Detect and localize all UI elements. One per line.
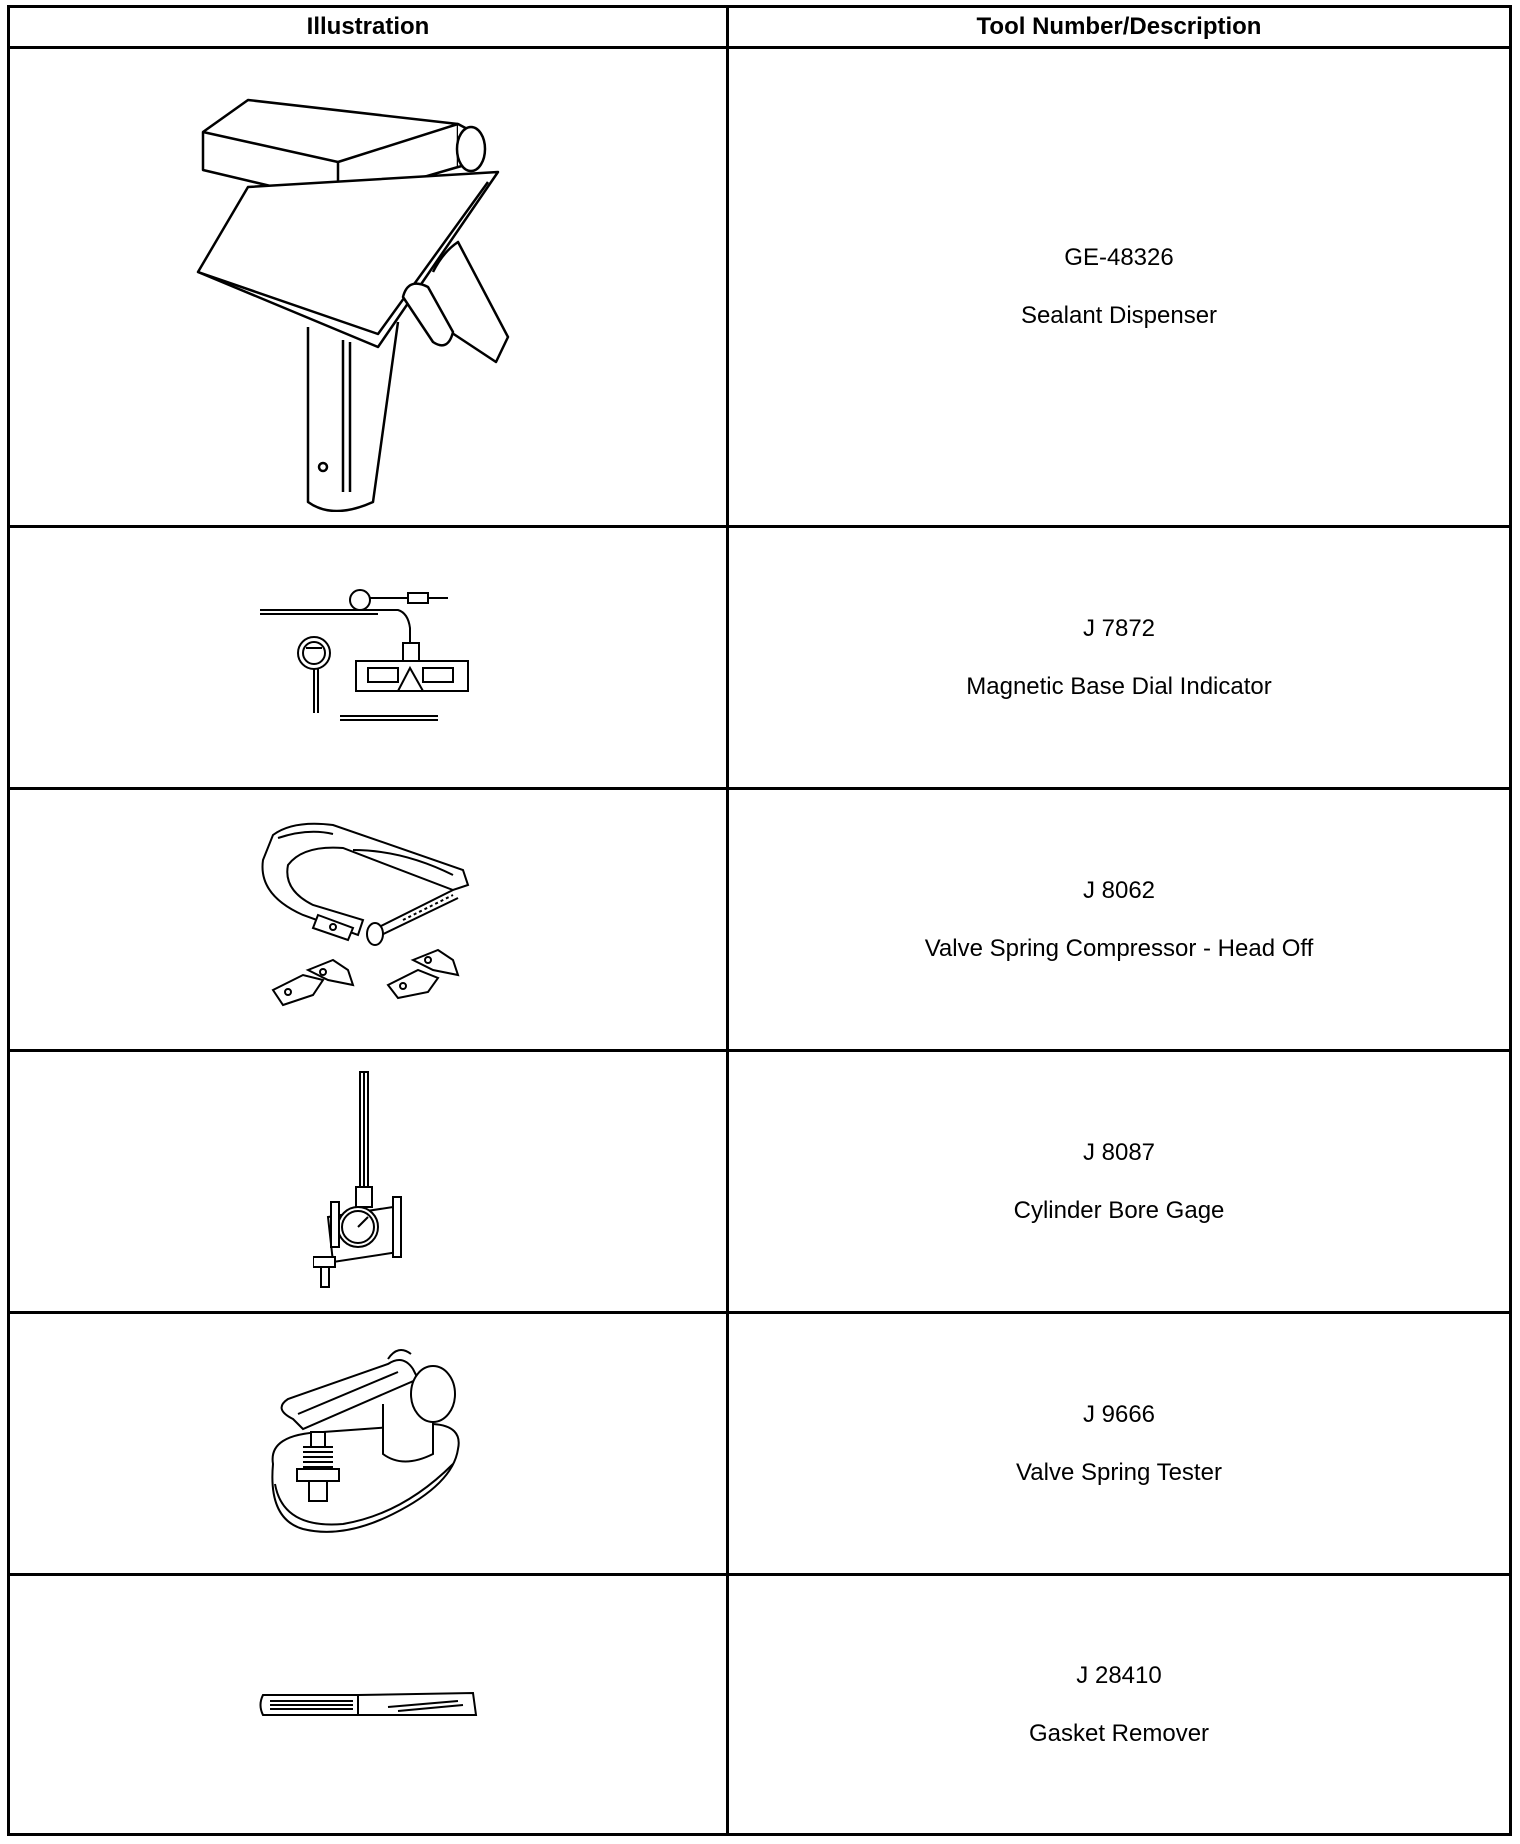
table-row [9,1313,1511,1575]
description-cell [728,1575,1511,1835]
tool-number: J 9666 [1082,1400,1156,1428]
illustration-cell [9,789,728,1051]
bore-gage-icon [313,1067,423,1297]
tool-number: J 8062 [1082,876,1156,904]
table-row [9,789,1511,1051]
tool-description: Magnetic Base Dial Indicator [966,672,1272,700]
tool-description: Valve Spring Tester [1016,1458,1222,1486]
description-cell [728,48,1511,527]
description-cell [728,1313,1511,1575]
tool-number: GE-48326 [1064,244,1174,272]
illustration-cell [9,48,728,527]
table-row [9,48,1511,527]
sealant-dispenser-icon [188,62,548,512]
gasket-remover-icon [258,1685,478,1725]
illustration-header: Illustration [9,7,728,48]
tool-number: J 28410 [1076,1661,1162,1689]
illustration-cell [9,527,728,789]
tool-description: Sealant Dispenser [1020,302,1218,329]
illustration-cell [9,1313,728,1575]
illustration-cell [9,1051,728,1313]
tool-description: Valve Spring Compressor - Head Off [924,934,1314,962]
description-cell [728,789,1511,1051]
description-cell [728,1051,1511,1313]
tool-description-header: Tool Number/Description [728,7,1511,48]
tool-number: J 7872 [1082,614,1156,642]
valve-spring-tester-icon [263,1344,473,1544]
table-row [9,1575,1511,1835]
table-row [9,527,1511,789]
special-tools-table [7,5,1512,1836]
tool-description: Cylinder Bore Gage [1013,1196,1225,1224]
description-cell [728,527,1511,789]
tool-number: J 8087 [1082,1138,1156,1166]
table-row [9,1051,1511,1313]
tool-description: Gasket Remover [1028,1719,1210,1747]
header-row [9,7,1511,48]
illustration-cell [9,1575,728,1835]
valve-spring-compressor-icon [253,820,483,1020]
dial-indicator-icon [258,588,478,728]
